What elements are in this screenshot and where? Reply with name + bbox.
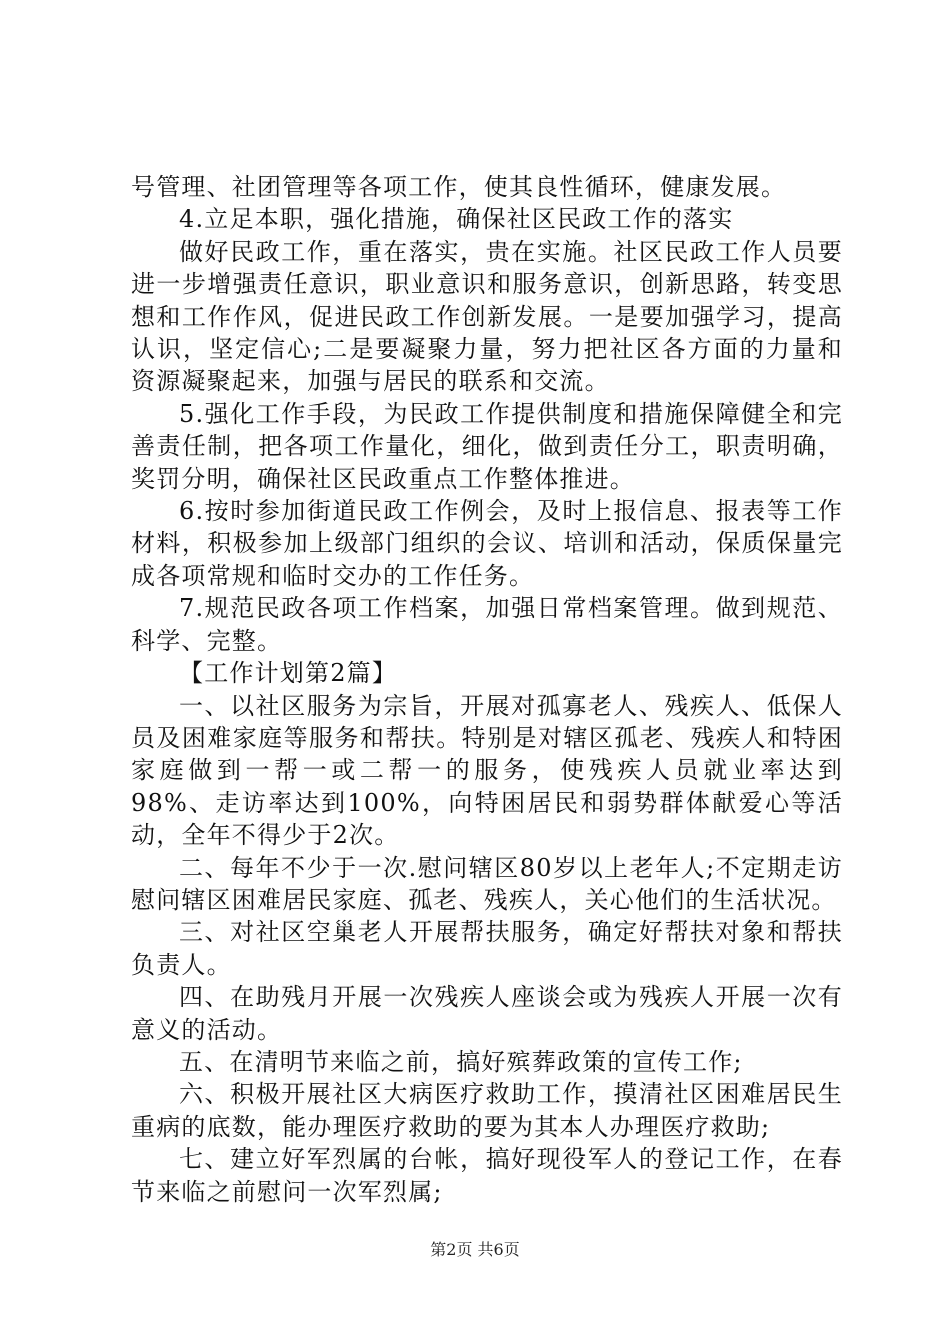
paragraph-10: 三、对社区空巢老人开展帮扶服务，确定好帮扶对象和帮扶负责人。 (131, 918, 843, 979)
paragraph-3: 做好民政工作，重在落实，贵在实施。社区民政工作人员要进一步增强责任意识，职业意识和服务意识，创新思路，转变思想和工作作风，促进民政工作创新发展。一是要加强学习，提高认识，坚定信心;二是要凝聚力量，努力把社区各方面的力量和资源凝聚起来，加强与居民的联系和交流。 (131, 237, 843, 396)
paragraph-14: 七、建立好军烈属的台帐，搞好现役军人的登记工作，在春节来临之前慰问一次军烈属; (131, 1145, 843, 1206)
document-body (131, 171, 843, 1208)
paragraph-9: 二、每年不少于一次.慰问辖区80岁以上老年人;不定期走访慰问辖区困难居民家庭、孤老、残疾人，关心他们的生活状况。 (131, 853, 843, 914)
paragraph-12: 五、在清明节来临之前，搞好殡葬政策的宣传工作; (179, 1047, 743, 1076)
paragraph-1: 号管理、社团管理等各项工作，使其良性循环，健康发展。 (131, 173, 787, 201)
paragraph-6: 7.规范民政各项工作档案，加强日常档案管理。做到规范、科学、完整。 (131, 594, 843, 655)
paragraph-8: 一、以社区服务为宗旨，开展对孤寡老人、残疾人、低保人员及困难家庭等服务和帮扶。特别是对辖区孤老、残疾人和特困家庭做到一帮一或二帮一的服务，使残疾人员就业率达到98%、走访率达到100%，向特困居民和弱势群体献爱心等活动，全年不得少于2次。 (131, 691, 843, 850)
paragraph-4: 5.强化工作手段，为民政工作提供制度和措施保障健全和完善责任制，把各项工作量化，细化，做到责任分工，职责明确，奖罚分明，确保社区民政重点工作整体推进。 (131, 399, 843, 493)
paragraph-5: 6.按时参加街道民政工作例会，及时上报信息、报表等工作材料，积极参加上级部门组织的会议、培训和活动，保质保量完成各项常规和临时交办的工作任务。 (131, 497, 843, 590)
paragraph-2: 4.立足本职，强化措施，确保社区民政工作的落实 (179, 205, 734, 234)
section-heading: 【工作计划第2篇】 (179, 659, 398, 688)
paragraph-11: 四、在助残月开展一次残疾人座谈会或为残疾人开展一次有意义的活动。 (131, 983, 843, 1044)
page-number-footer: 第2页 共6页 (430, 1240, 520, 1259)
paragraph-13: 六、积极开展社区大病医疗救助工作，摸清社区困难居民生重病的底数，能办理医疗救助的要为其本人办理医疗救助; (131, 1080, 843, 1141)
